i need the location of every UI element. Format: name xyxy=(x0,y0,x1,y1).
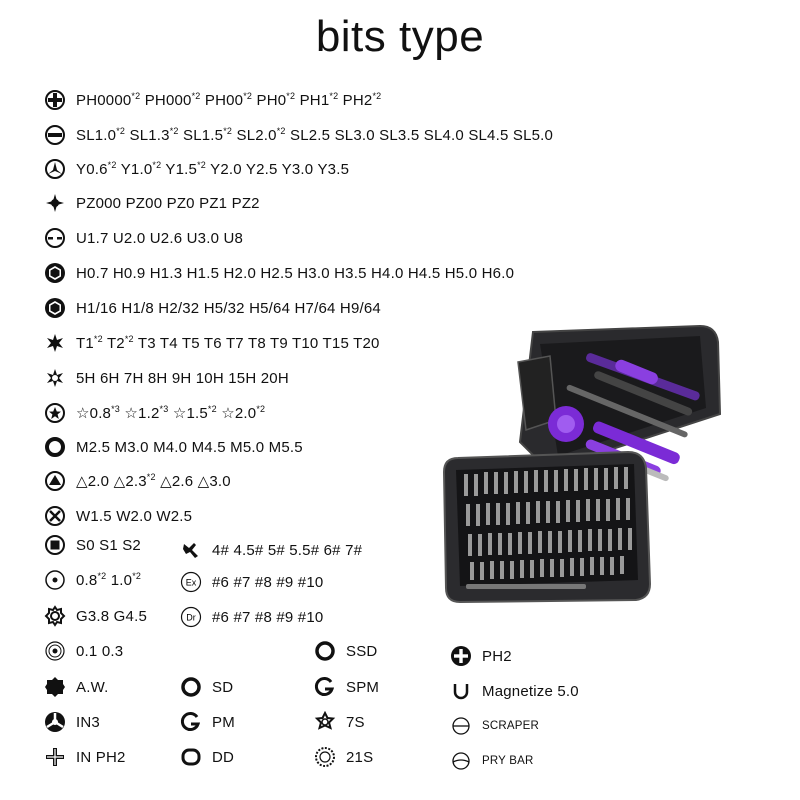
bit-row xyxy=(44,259,514,287)
bit-size: T15 xyxy=(322,335,349,352)
quantity-sup: *2 xyxy=(223,126,233,136)
bit-row xyxy=(44,364,289,392)
bit-label: 7S xyxy=(346,713,365,731)
bit-size: PH000 xyxy=(144,92,192,109)
ex-icon xyxy=(180,571,202,593)
quantity-sup: *2 xyxy=(372,91,382,101)
bit-size: H3.0 xyxy=(297,264,330,282)
nut-ring-icon xyxy=(44,436,66,458)
ssd-icon xyxy=(314,640,336,662)
bit-size: △2.0 xyxy=(76,473,110,490)
bit-size: T9 xyxy=(269,335,288,352)
bit-row-dr xyxy=(180,603,323,631)
bit-sizes xyxy=(76,91,381,109)
dot-ring-icon xyxy=(44,640,66,662)
bit-size: H1.3 xyxy=(149,264,183,282)
bit-size: SL2.0 xyxy=(236,127,277,144)
bit-label: SD xyxy=(212,678,234,696)
triangle-icon xyxy=(44,470,66,492)
bit-size: PH0000 xyxy=(76,92,132,109)
bit-row xyxy=(44,502,192,530)
bit-label: SPM xyxy=(346,678,380,696)
quantity-sup: *2 xyxy=(197,160,206,170)
bit-size: U2.0 xyxy=(112,229,146,247)
square-icon xyxy=(44,534,66,556)
bit-size: Y2.5 xyxy=(245,161,278,178)
bit-size: PZ000 xyxy=(76,194,122,212)
bit-size: SL1.3 xyxy=(129,127,170,144)
ph2-cross-icon xyxy=(450,645,472,667)
bit-size: ☆1.5 xyxy=(172,405,208,422)
bit-size: U2.6 xyxy=(149,229,183,247)
bit-label: #6 #7 #8 #9 #10 xyxy=(212,573,324,591)
quantity-sup: *2 xyxy=(329,91,339,101)
bit-size: 9H xyxy=(171,369,192,387)
bit-size: W2.5 xyxy=(156,507,193,525)
quantity-sup: *2 xyxy=(131,91,141,101)
bit-size: △2.6 xyxy=(160,473,194,490)
bit-row xyxy=(44,121,553,149)
bit-row xyxy=(44,189,260,217)
bit-size: Y1.5 xyxy=(165,161,198,178)
bit-label: PRY BAR xyxy=(482,755,534,767)
bit-sizes xyxy=(76,439,303,456)
bit-size: H7/64 xyxy=(294,299,336,317)
bit-sizes xyxy=(76,508,192,525)
quantity-sup: *2 xyxy=(207,404,217,414)
bit-row xyxy=(44,224,243,252)
bit-row xyxy=(44,86,381,114)
bit-row xyxy=(44,433,303,461)
bit-label: 4# 4.5# 5# 5.5# 6# 7# xyxy=(212,541,363,559)
u-type-icon xyxy=(44,227,66,249)
bit-label: #6 #7 #8 #9 #10 xyxy=(212,608,324,626)
bit-item xyxy=(450,747,533,775)
bit-size: 10H xyxy=(195,369,224,387)
bit-size: T20 xyxy=(353,335,380,352)
bit-size: H1/16 xyxy=(76,299,118,317)
bit-row xyxy=(44,467,231,495)
bit-row-ypsilon xyxy=(180,536,362,564)
bit-size: PZ00 xyxy=(125,194,163,212)
bit-size: W1.5 xyxy=(76,507,112,525)
bit-size: T4 xyxy=(159,335,178,352)
bit-size: M5.0 xyxy=(230,438,265,456)
bit-size: H5/64 xyxy=(249,299,291,317)
bit-sizes xyxy=(76,472,231,490)
bit-label: IN3 xyxy=(76,713,100,731)
torx-icon xyxy=(44,332,66,354)
bit-size: T1 xyxy=(76,335,94,352)
pozidriv-icon xyxy=(44,192,66,214)
quantity-sup: *3 xyxy=(111,404,121,414)
w-type-icon xyxy=(44,505,66,527)
bit-size: H4.5 xyxy=(407,264,441,282)
bit-size: Y3.5 xyxy=(317,161,350,178)
bit-sizes xyxy=(76,230,243,247)
bit-size: M4.0 xyxy=(153,438,188,456)
bit-size: 8H xyxy=(147,369,168,387)
bit-size: H1.5 xyxy=(186,264,220,282)
bit-sizes xyxy=(76,126,553,144)
bit-item xyxy=(44,673,108,701)
bit-size: M4.5 xyxy=(191,438,226,456)
quantity-sup: *2 xyxy=(124,334,134,344)
bit-size: PZ1 xyxy=(199,194,228,212)
bit-item xyxy=(180,743,234,771)
quantity-sup: *2 xyxy=(93,334,103,344)
bit-size: W2.0 xyxy=(116,507,152,525)
bit-item xyxy=(450,677,579,705)
bit-size: SL4.0 xyxy=(423,127,464,144)
bit-size: PZ2 xyxy=(231,194,260,212)
dr-icon xyxy=(180,606,202,628)
page-title: bits type xyxy=(315,12,485,61)
bit-size: SL3.5 xyxy=(379,127,420,144)
bit-size: SL1.5 xyxy=(183,127,224,144)
bit-size: 15H xyxy=(228,369,257,387)
bit-row-pin xyxy=(44,566,141,594)
bit-label: A.W. xyxy=(76,678,109,696)
bit-row-gear xyxy=(44,602,147,630)
bit-size: T8 xyxy=(247,335,266,352)
21s-icon xyxy=(314,746,336,768)
bit-item xyxy=(180,673,233,701)
bit-size: Y2.0 xyxy=(210,161,242,178)
bit-size: △2.3 xyxy=(113,473,147,490)
toolkit-product-image xyxy=(438,322,728,604)
pm-icon xyxy=(180,711,202,733)
bit-item xyxy=(314,743,373,771)
bit-size: H3.5 xyxy=(334,264,367,282)
bit-label: PM xyxy=(212,713,235,731)
in3-icon xyxy=(44,711,66,733)
bit-size: H5.0 xyxy=(444,264,478,282)
slotted-icon xyxy=(44,124,66,146)
quantity-sup: *2 xyxy=(286,91,296,101)
bit-label: Magnetize 5.0 xyxy=(482,682,579,700)
bit-size: ☆1.2 xyxy=(124,405,160,422)
bit-size: H1/8 xyxy=(121,299,154,317)
bit-item xyxy=(450,642,512,670)
aw-icon xyxy=(44,676,66,698)
bit-item xyxy=(314,637,377,665)
quantity-sup: *2 xyxy=(152,160,162,170)
bit-label: SCRAPER xyxy=(482,720,539,732)
bit-size: SL2.5 xyxy=(290,127,331,144)
bit-item xyxy=(180,708,235,736)
tri-wing-icon xyxy=(44,158,66,180)
quantity-sup: *3 xyxy=(159,404,169,414)
bit-size: Y3.0 xyxy=(281,161,314,178)
bit-row xyxy=(44,329,380,357)
pry-bar-icon xyxy=(450,750,472,772)
gear-icon xyxy=(44,605,66,627)
bit-size: ☆2.0 xyxy=(221,405,257,422)
phillips-icon xyxy=(44,89,66,111)
bit-size: T3 xyxy=(137,335,156,352)
bit-sizes xyxy=(76,265,514,282)
bit-size: H5/32 xyxy=(203,299,245,317)
bit-size: △3.0 xyxy=(197,473,231,490)
bit-label: SSD xyxy=(346,642,378,660)
hex-inch-icon xyxy=(44,297,66,319)
bit-size: PH2 xyxy=(342,92,373,109)
bit-size: H0.7 xyxy=(76,264,109,282)
bit-label: 0.8$^{*2}$ 1.0$^{*2}$ xyxy=(76,571,142,589)
quantity-sup: *2 xyxy=(256,404,266,414)
bit-size: PZ0 xyxy=(166,194,195,212)
quantity-sup: *2 xyxy=(169,126,179,136)
bit-label: 0.1 0.3 xyxy=(76,642,124,660)
quantity-sup: *2 xyxy=(191,91,201,101)
bit-size: H0.9 xyxy=(112,264,146,282)
bit-size: T2 xyxy=(106,335,125,352)
bit-sizes xyxy=(76,195,260,212)
bit-item xyxy=(44,743,126,771)
bit-size: U3.0 xyxy=(186,229,220,247)
bit-size: H4.0 xyxy=(371,264,404,282)
bit-size: H2.0 xyxy=(223,264,256,282)
y-spanner-icon xyxy=(180,539,202,561)
bit-sizes xyxy=(76,334,380,352)
bit-sizes xyxy=(76,300,381,317)
bit-size: U1.7 xyxy=(76,229,109,247)
bit-size: PH00 xyxy=(204,92,244,109)
bit-size: SL3.0 xyxy=(334,127,375,144)
bit-row-square xyxy=(44,531,141,559)
bit-item xyxy=(44,708,100,736)
quantity-sup: *2 xyxy=(146,472,156,482)
bit-item xyxy=(314,673,379,701)
bit-item xyxy=(314,708,365,736)
bit-sizes xyxy=(76,404,265,422)
bit-item xyxy=(44,637,123,665)
bit-size: PH0 xyxy=(256,92,287,109)
bit-size: 5H xyxy=(76,369,96,387)
svg-text:Dr: Dr xyxy=(186,612,196,623)
bit-size: 6H xyxy=(99,369,120,387)
bit-sizes xyxy=(76,370,289,387)
bit-size: SL1.0 xyxy=(76,127,117,144)
bit-row xyxy=(44,399,265,427)
in-ph2-icon xyxy=(44,746,66,768)
bit-row-ex xyxy=(180,568,323,596)
spm-icon xyxy=(314,676,336,698)
bit-size: T7 xyxy=(225,335,244,352)
bit-size: Y0.6 xyxy=(76,161,108,178)
quantity-sup: *2 xyxy=(243,91,253,101)
bit-size: M5.5 xyxy=(268,438,303,456)
quantity-sup: *2 xyxy=(107,160,117,170)
quantity-sup: *2 xyxy=(276,126,286,136)
bit-label: PH2 xyxy=(482,647,512,665)
bit-size: M3.0 xyxy=(114,438,149,456)
bit-sizes xyxy=(76,160,349,178)
magnet-icon xyxy=(450,680,472,702)
scraper-icon xyxy=(450,715,472,737)
bit-size: Y1.0 xyxy=(120,161,153,178)
quantity-sup: *2 xyxy=(116,126,126,136)
bit-size: H2/32 xyxy=(158,299,200,317)
bit-label: DD xyxy=(212,748,235,766)
bit-label: IN PH2 xyxy=(76,748,126,766)
bit-size: T5 xyxy=(181,335,200,352)
bit-size: SL4.5 xyxy=(468,127,509,144)
pin-dot-icon xyxy=(44,569,66,591)
bit-label: S0 S1 S2 xyxy=(76,536,141,554)
bit-size: H9/64 xyxy=(339,299,381,317)
bit-row xyxy=(44,294,381,322)
pentalobe-icon xyxy=(44,402,66,424)
sd-icon xyxy=(180,676,202,698)
bit-size: U8 xyxy=(223,229,244,247)
bit-item xyxy=(450,712,539,740)
bit-size: 7H xyxy=(123,369,144,387)
bit-size: PH1 xyxy=(299,92,330,109)
bit-size: ☆0.8 xyxy=(76,405,112,422)
torx-security-icon xyxy=(44,367,66,389)
bit-row xyxy=(44,155,349,183)
bit-size: H2.5 xyxy=(260,264,293,282)
svg-text:Ex: Ex xyxy=(185,577,197,588)
dd-icon xyxy=(180,746,202,768)
hex-metric-icon xyxy=(44,262,66,284)
bit-size: T6 xyxy=(203,335,222,352)
7s-icon xyxy=(314,711,336,733)
bit-size: SL5.0 xyxy=(512,127,554,144)
bit-size: H6.0 xyxy=(481,264,515,282)
bit-size: M2.5 xyxy=(76,438,111,456)
bit-size: T10 xyxy=(291,335,319,352)
bit-label: G3.8 G4.5 xyxy=(76,607,148,625)
bit-size: 20H xyxy=(260,369,289,387)
bit-label: 21S xyxy=(346,748,374,766)
